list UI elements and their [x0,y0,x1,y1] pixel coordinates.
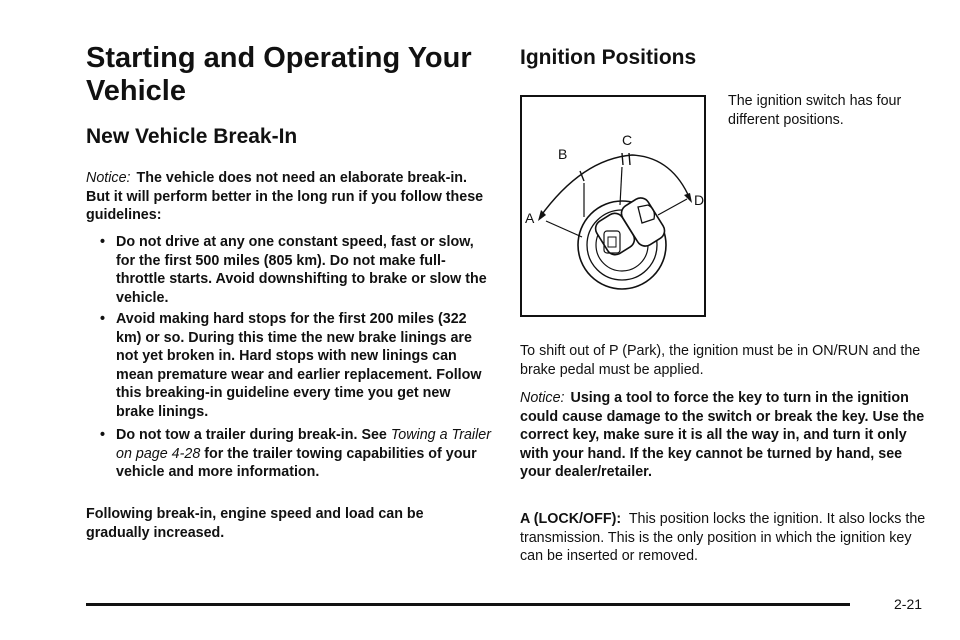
page-title: Starting and Operating Your Vehicle [86,42,472,107]
ignition-switch-illustration [522,97,708,319]
position-label-b: B [558,146,568,162]
position-label-d: D [694,192,705,208]
bullet-icon: • [100,311,106,327]
bullet-text: Do not drive at any one constant speed, fast or slow, for the first 500 miles (805 km). Do not make full-throttle starts. Avoid downshifting to brake or slow the vehicle. [116,234,487,306]
section-title-ignition: Ignition Positions [520,46,697,69]
notice-label: Notice: [520,390,565,406]
ignition-notice [520,389,930,482]
position-label-c: C [622,132,633,148]
bullet-icon: • [100,427,106,443]
bullet-text-post: for the trailer towing capabilities of your vehicle and more information. [116,445,477,480]
position-label-a: A [525,210,535,226]
shift-paragraph: To shift out of P (Park), the ignition must be in ON/RUN and the brake pedal must be applied. [520,343,921,378]
lock-off-text: This position locks the ignition. It also locks the transmission. This is the only position in which the ignition key can be inserted or removed. [520,511,926,564]
break-in-notice [86,169,486,225]
bullet-text-pre: Do not tow a trailer during break-in. See [116,427,391,443]
footer-divider [86,603,850,606]
notice-label: Notice: [86,170,131,186]
bullet-icon: • [100,234,106,250]
notice-text: The vehicle does not need an elaborate break-in. But it will perform better in the long run if you follow these guidelines: [86,170,484,223]
lock-off-label: A (LOCK/OFF): [520,511,622,527]
figure-caption: The ignition switch has four different positions. [728,93,902,128]
page-number: 2-21 [894,596,923,612]
bullet-text: Avoid making hard stops for the first 200 miles (322 km) or so. During this time the new brake linings are not yet broken in. Hard stops with new linings can mean premature wear and earlier replacement. Follow this breaking-in guideline every time you get new brake linings. [116,311,482,420]
section-title-break-in: New Vehicle Break-In [86,125,298,148]
lock-off-paragraph [520,510,930,566]
list-item [100,233,492,307]
notice-text: Using a tool to force the key to turn in the ignition could cause damage to the switch or break the key. Use the correct key, make sure it is all the way in, and turn it only with your hand. If the key cannot be turned by hand, see your dealer/retailer. [520,390,925,480]
list-item [100,310,492,421]
list-item [100,426,492,482]
closing-paragraph: Following break-in, engine speed and load can be gradually increased. [86,506,424,541]
cross-reference-link[interactable]: Towing a Trailer on page 4-28 [116,427,491,462]
bullet-text [100,426,492,482]
ignition-switch-figure [520,95,706,317]
